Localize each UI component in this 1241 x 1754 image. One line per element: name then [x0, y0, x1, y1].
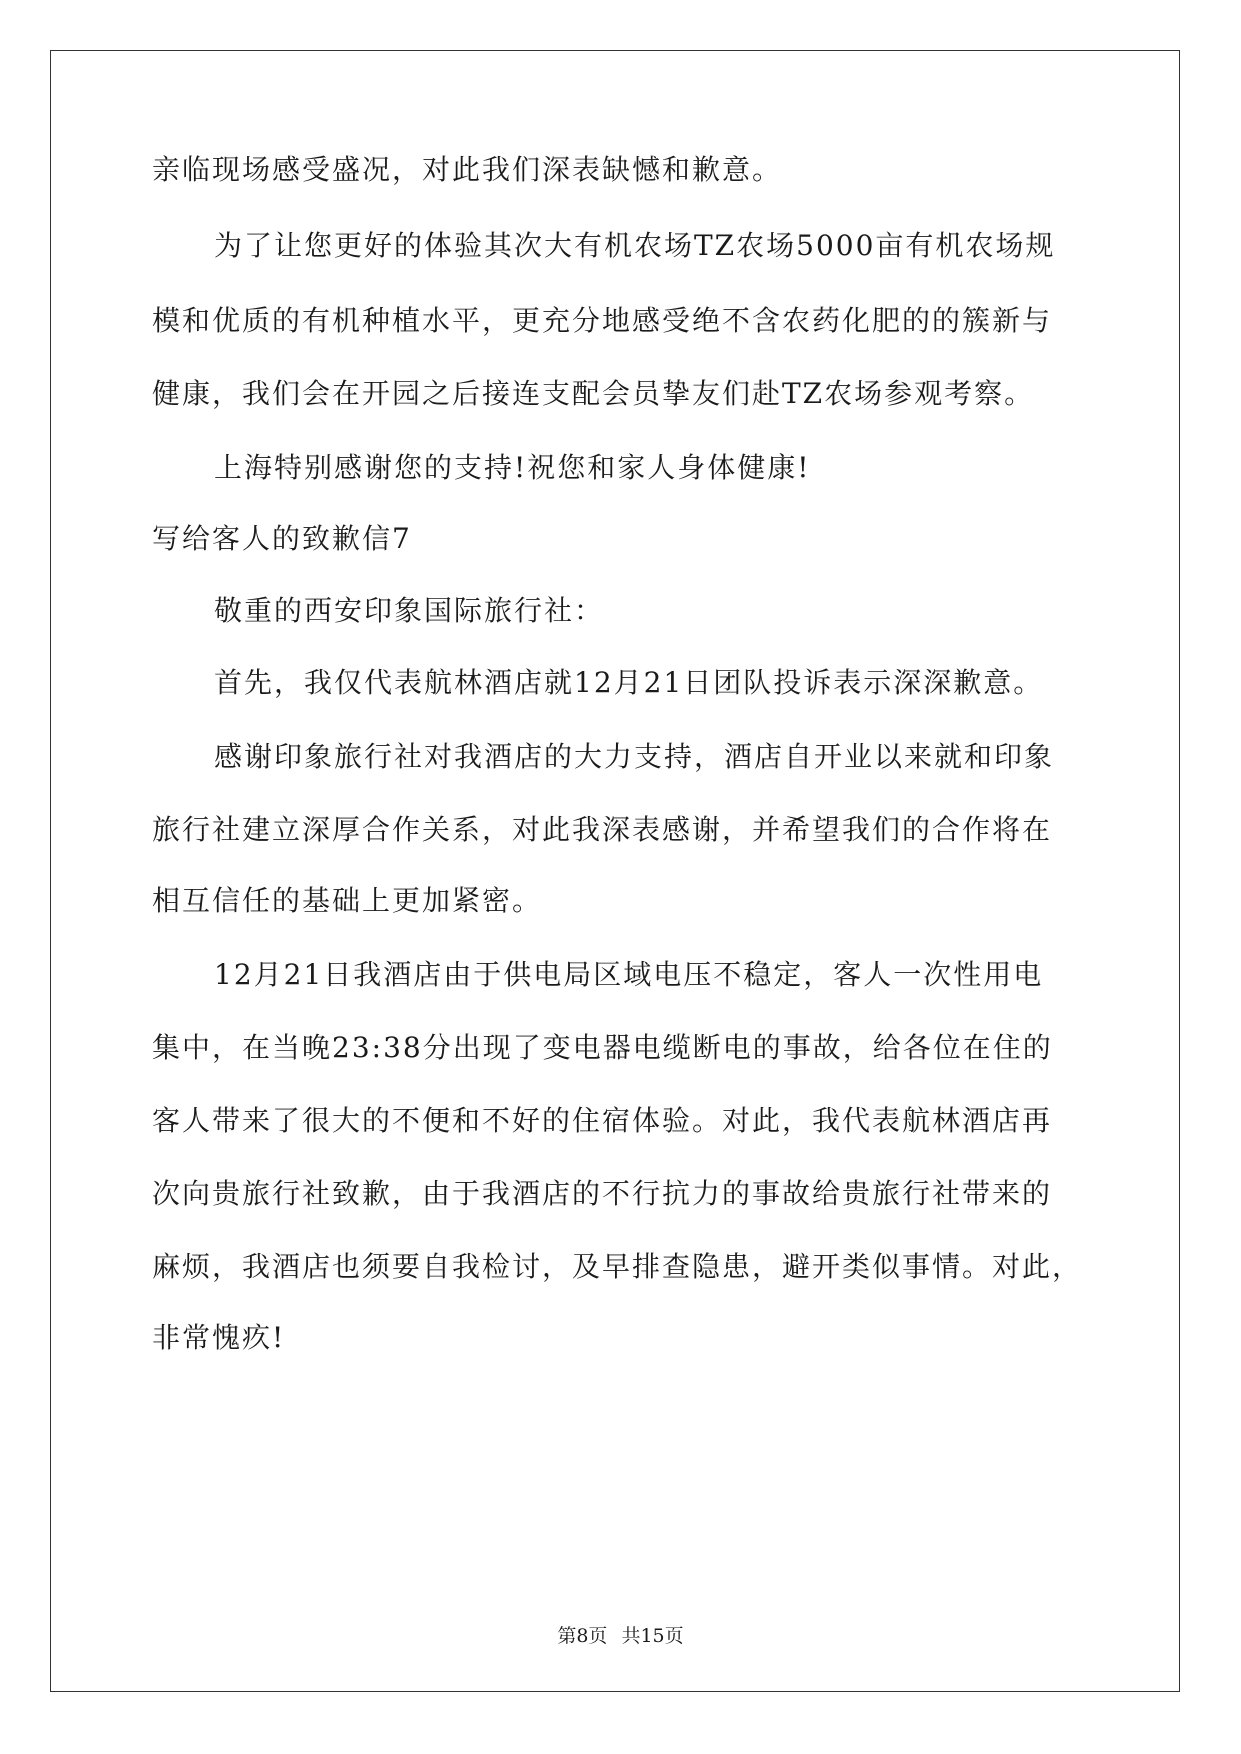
text-line: 集中，在当晚23:38分出现了变电器电缆断电的事故，给各位在住的 [152, 1031, 1053, 1064]
text-line: 非常愧疚! [152, 1321, 286, 1354]
paragraph-first-line: 感谢印象旅行社对我酒店的大力支持，酒店自开业以来就和印象 [214, 740, 1055, 773]
page-footer [0, 1624, 1241, 1648]
paragraph-first-line: 上海特别感谢您的支持!祝您和家人身体健康! [214, 451, 811, 484]
paragraph-first-line: 首先，我仅代表航林酒店就12月21日团队投诉表示深深歉意。 [214, 666, 1044, 699]
page-border [50, 50, 1180, 1692]
text-line: 客人带来了很大的不便和不好的住宿体验。对此，我代表航林酒店再 [152, 1104, 1053, 1137]
section-heading: 写给客人的致歉信7 [152, 522, 412, 555]
text-line: 麻烦，我酒店也须要自我检讨，及早排查隐患，避开类似事情。对此， [152, 1250, 1083, 1283]
text-line: 健康，我们会在开园之后接连支配会员挚友们赴TZ农场参观考察。 [152, 377, 1035, 410]
text-line: 次向贵旅行社致歉，由于我酒店的不行抗力的事故给贵旅行社带来的 [152, 1177, 1053, 1210]
paragraph-first-line: 为了让您更好的体验其次大有机农场TZ农场5000亩有机农场规 [214, 229, 1056, 262]
text-line: 相互信任的基础上更加紧密。 [152, 884, 543, 917]
paragraph-first-line: 12月21日我酒店由于供电局区域电压不稳定，客人一次性用电 [214, 958, 1044, 991]
text-line: 模和优质的有机种植水平，更充分地感受绝不含农药化肥的的簇新与 [152, 304, 1053, 337]
salutation: 敬重的西安印象国际旅行社： [214, 594, 605, 627]
text-line: 亲临现场感受盛况，对此我们深表缺憾和歉意。 [152, 153, 783, 186]
text-line: 旅行社建立深厚合作关系，对此我深表感谢，并希望我们的合作将在 [152, 813, 1053, 846]
page-number: 第8页 [557, 1625, 608, 1647]
page-total: 共15页 [621, 1625, 684, 1647]
